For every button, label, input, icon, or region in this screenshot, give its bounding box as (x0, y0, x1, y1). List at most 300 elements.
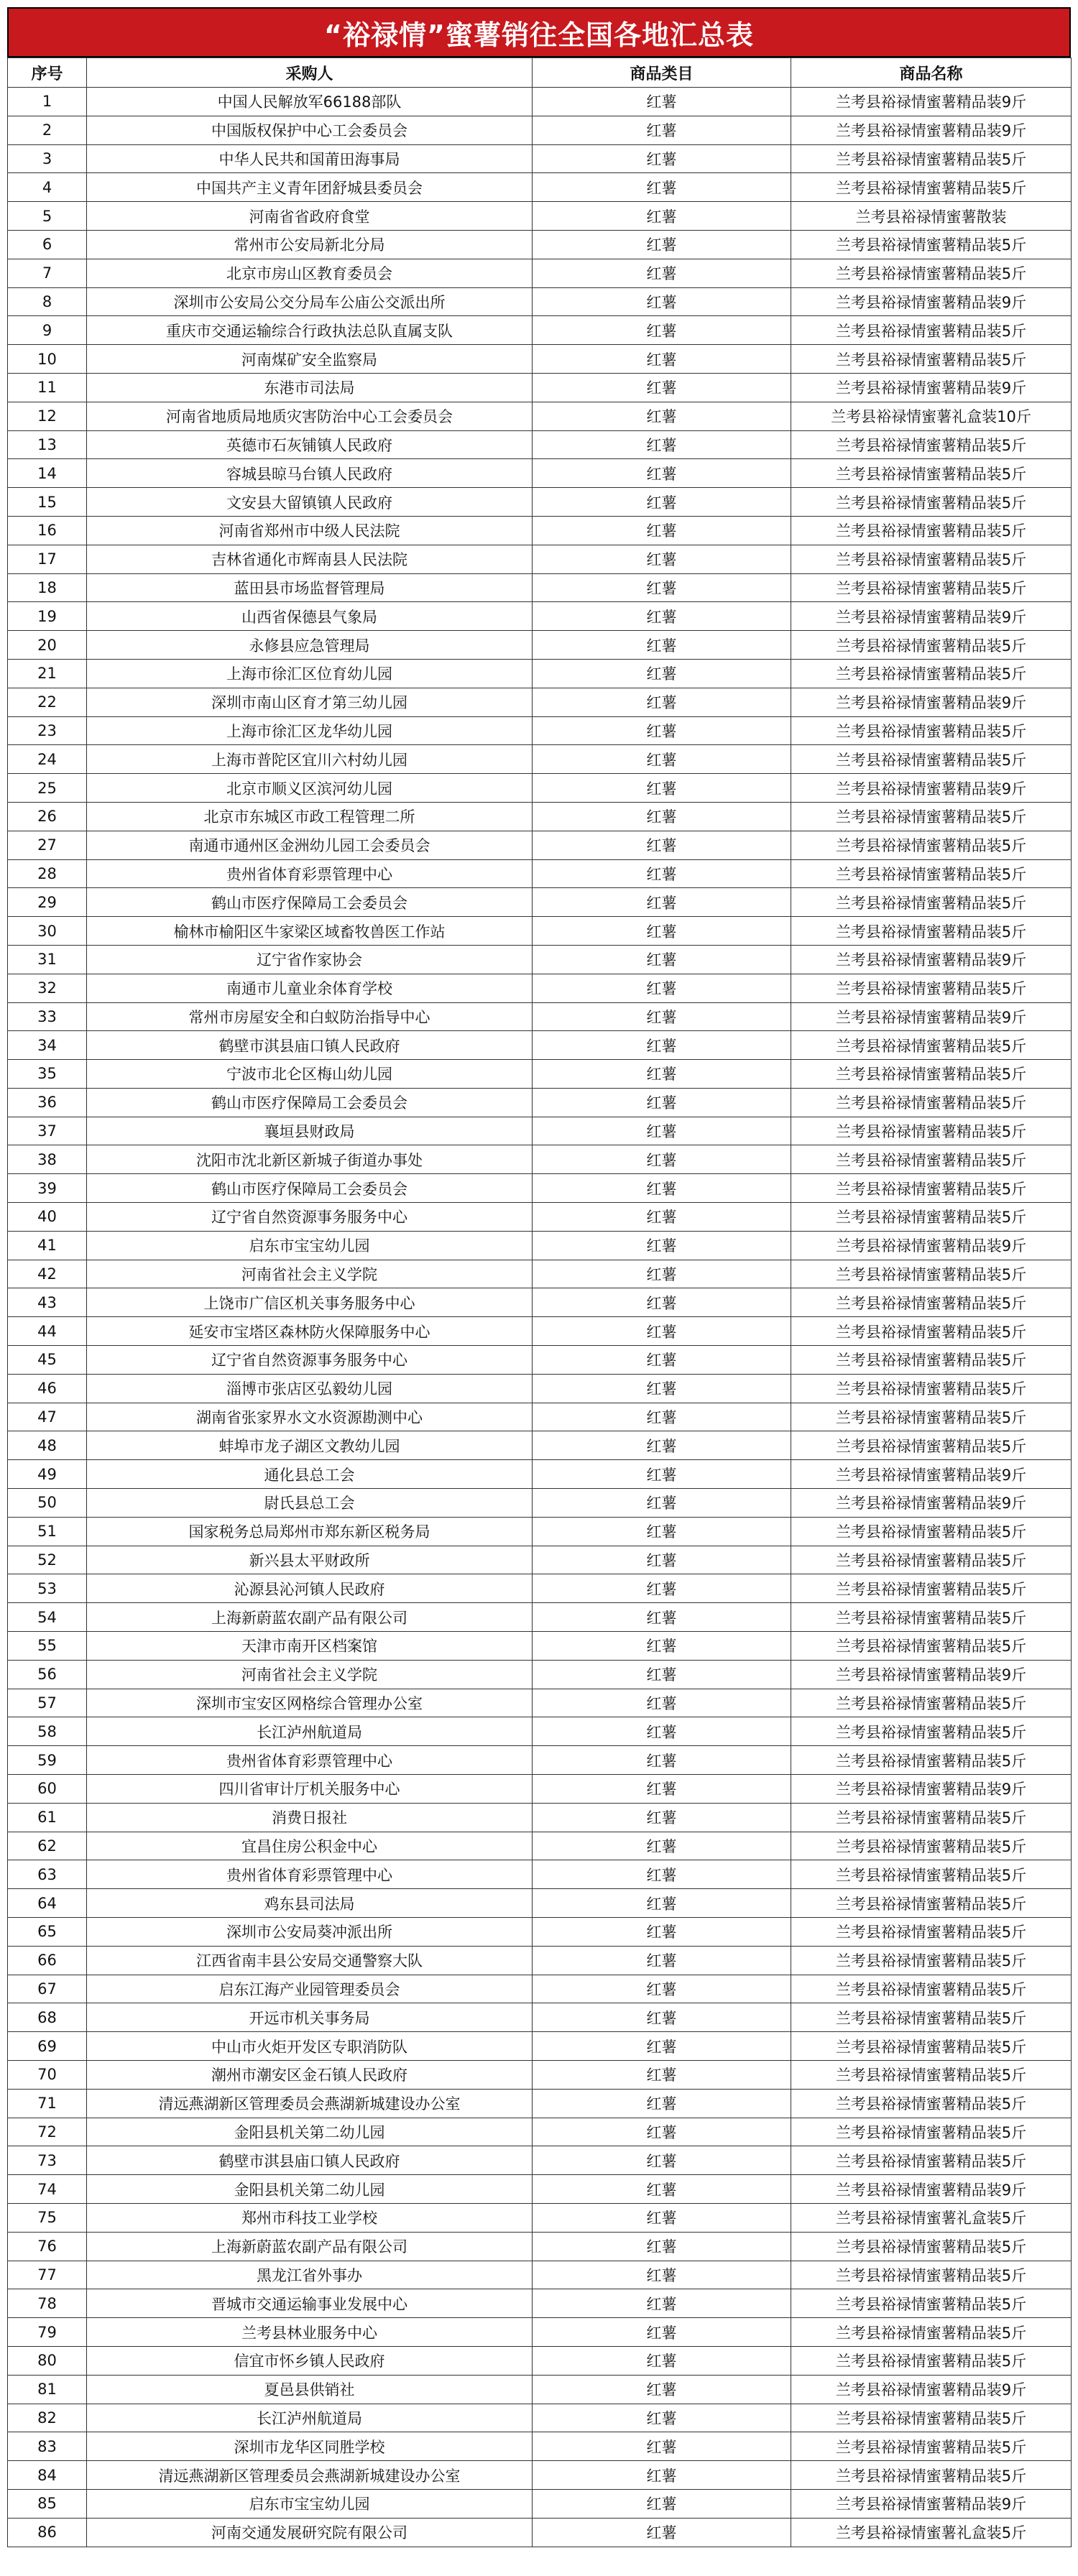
table-row (8, 1346, 1072, 1375)
product-name: 兰考县裕禄情蜜薯精品装5斤 (791, 831, 1072, 859)
category: 红薯 (533, 716, 791, 745)
category: 红薯 (533, 774, 791, 803)
table-row (8, 573, 1072, 602)
purchaser-name: 英德市石灰铺镇人民政府 (87, 430, 533, 459)
table-row (8, 1603, 1072, 1632)
purchaser-name: 南通市通州区金洲幼儿园工会委员会 (87, 831, 533, 859)
product-name: 兰考县裕禄情蜜薯精品装9斤 (791, 88, 1072, 116)
row-index: 15 (8, 488, 87, 517)
category: 红薯 (533, 516, 791, 545)
category: 红薯 (533, 1689, 791, 1717)
purchaser-name: 上海市徐汇区龙华幼儿园 (87, 716, 533, 745)
row-index: 85 (8, 2489, 87, 2518)
product-name: 兰考县裕禄情蜜薯精品装5斤 (791, 2289, 1072, 2318)
product-name: 兰考县裕禄情蜜薯精品装5斤 (791, 974, 1072, 1002)
product-name: 兰考县裕禄情蜜薯精品装5斤 (791, 1403, 1072, 1431)
product-name: 兰考县裕禄情蜜薯精品装5斤 (791, 917, 1072, 946)
category: 红薯 (533, 1489, 791, 1518)
purchaser-name: 宁波市北仑区梅山幼儿园 (87, 1060, 533, 1089)
row-index: 32 (8, 974, 87, 1002)
category: 红薯 (533, 1603, 791, 1632)
product-name: 兰考县裕禄情蜜薯精品装5斤 (791, 1317, 1072, 1346)
row-index: 34 (8, 1031, 87, 1060)
product-name: 兰考县裕禄情蜜薯精品装5斤 (791, 2089, 1072, 2118)
category: 红薯 (533, 1832, 791, 1860)
row-index: 12 (8, 402, 87, 430)
category: 红薯 (533, 287, 791, 316)
table-row (8, 1832, 1072, 1860)
product-name: 兰考县裕禄情蜜薯精品装5斤 (791, 1860, 1072, 1889)
row-index: 9 (8, 316, 87, 345)
header-index: 序号 (8, 58, 87, 88)
purchaser-name: 河南交通发展研究院有限公司 (87, 2518, 533, 2547)
product-name: 兰考县裕禄情蜜薯精品装5斤 (791, 1517, 1072, 1546)
purchaser-name: 北京市东城区市政工程管理二所 (87, 802, 533, 831)
product-name: 兰考县裕禄情蜜薯精品装5斤 (791, 1203, 1072, 1232)
product-name: 兰考县裕禄情蜜薯礼盒装5斤 (791, 2203, 1072, 2232)
row-index: 60 (8, 1775, 87, 1804)
purchase-table (7, 57, 1072, 2547)
product-name: 兰考县裕禄情蜜薯精品装5斤 (791, 1717, 1072, 1746)
purchaser-name: 鸡东县司法局 (87, 1889, 533, 1918)
purchaser-name: 长江泸州航道局 (87, 1717, 533, 1746)
row-index: 20 (8, 631, 87, 660)
table-row (8, 287, 1072, 316)
category: 红薯 (533, 745, 791, 774)
row-index: 73 (8, 2146, 87, 2175)
row-index: 78 (8, 2289, 87, 2318)
category: 红薯 (533, 2318, 791, 2347)
category: 红薯 (533, 2261, 791, 2289)
row-index: 3 (8, 144, 87, 173)
category: 红薯 (533, 2404, 791, 2432)
product-name: 兰考县裕禄情蜜薯精品装5斤 (791, 1145, 1072, 1174)
purchaser-name: 通化县总工会 (87, 1460, 533, 1489)
category: 红薯 (533, 2489, 791, 2518)
row-index: 59 (8, 1746, 87, 1775)
row-index: 70 (8, 2060, 87, 2089)
purchaser-name: 河南省郑州市中级人民法院 (87, 516, 533, 545)
table-row (8, 1546, 1072, 1574)
product-name: 兰考县裕禄情蜜薯精品装9斤 (791, 116, 1072, 144)
table-row (8, 2432, 1072, 2461)
purchaser-name: 上海市徐汇区位育幼儿园 (87, 659, 533, 688)
purchaser-name: 天津市南开区档案馆 (87, 1632, 533, 1661)
header-purchaser: 采购人 (87, 58, 533, 88)
row-index: 76 (8, 2232, 87, 2261)
purchaser-name: 河南省省政府食堂 (87, 202, 533, 231)
purchaser-name: 新兴县太平财政所 (87, 1546, 533, 1574)
purchaser-name: 兰考县林业服务中心 (87, 2318, 533, 2347)
purchaser-name: 蓝田县市场监督管理局 (87, 573, 533, 602)
purchaser-name: 容城县晾马台镇人民政府 (87, 459, 533, 488)
product-name: 兰考县裕禄情蜜薯精品装5斤 (791, 859, 1072, 888)
category: 红薯 (533, 1088, 791, 1117)
category: 红薯 (533, 2118, 791, 2146)
row-index: 11 (8, 373, 87, 402)
category: 红薯 (533, 917, 791, 946)
category: 红薯 (533, 230, 791, 259)
product-name: 兰考县裕禄情蜜薯精品装5斤 (791, 888, 1072, 917)
product-name: 兰考县裕禄情蜜薯精品装5斤 (791, 1889, 1072, 1918)
category: 红薯 (533, 459, 791, 488)
row-index: 75 (8, 2203, 87, 2232)
category: 红薯 (533, 316, 791, 345)
purchaser-name: 中国版权保护中心工会委员会 (87, 116, 533, 144)
product-name: 兰考县裕禄情蜜薯精品装9斤 (791, 2489, 1072, 2518)
table-row (8, 173, 1072, 202)
table-row (8, 1660, 1072, 1689)
category: 红薯 (533, 488, 791, 517)
product-name: 兰考县裕禄情蜜薯精品装5斤 (791, 1918, 1072, 1947)
product-name: 兰考县裕禄情蜜薯精品装9斤 (791, 373, 1072, 402)
product-name: 兰考县裕禄情蜜薯精品装9斤 (791, 1460, 1072, 1489)
purchaser-name: 深圳市公安局公交分局车公庙公交派出所 (87, 287, 533, 316)
category: 红薯 (533, 659, 791, 688)
purchaser-name: 北京市顺义区滨河幼儿园 (87, 774, 533, 803)
category: 红薯 (533, 2289, 791, 2318)
category: 红薯 (533, 2375, 791, 2404)
table-row (8, 1117, 1072, 1145)
table-row (8, 1803, 1072, 1832)
table-row (8, 2060, 1072, 2089)
table-row (8, 2489, 1072, 2518)
table-row (8, 945, 1072, 974)
product-name: 兰考县裕禄情蜜薯精品装5斤 (791, 516, 1072, 545)
row-index: 54 (8, 1603, 87, 1632)
row-index: 66 (8, 1946, 87, 1975)
row-index: 18 (8, 573, 87, 602)
purchaser-name: 山西省保德县气象局 (87, 602, 533, 631)
purchaser-name: 常州市公安局新北分局 (87, 230, 533, 259)
row-index: 31 (8, 945, 87, 974)
purchaser-name: 清远燕湖新区管理委员会燕湖新城建设办公室 (87, 2461, 533, 2490)
category: 红薯 (533, 1517, 791, 1546)
category: 红薯 (533, 2089, 791, 2118)
category: 红薯 (533, 144, 791, 173)
purchaser-name: 东港市司法局 (87, 373, 533, 402)
category: 红薯 (533, 2461, 791, 2490)
purchaser-name: 沈阳市沈北新区新城子街道办事处 (87, 1145, 533, 1174)
table-row (8, 545, 1072, 573)
product-name: 兰考县裕禄情蜜薯精品装5斤 (791, 745, 1072, 774)
purchaser-name: 深圳市南山区育才第三幼儿园 (87, 688, 533, 716)
table-row (8, 430, 1072, 459)
category: 红薯 (533, 1031, 791, 1060)
product-name: 兰考县裕禄情蜜薯精品装9斤 (791, 1002, 1072, 1031)
table-row (8, 316, 1072, 345)
purchaser-name: 宜昌住房公积金中心 (87, 1832, 533, 1860)
category: 红薯 (533, 545, 791, 573)
category: 红薯 (533, 1803, 791, 1832)
table-row (8, 2032, 1072, 2061)
product-name: 兰考县裕禄情蜜薯精品装5斤 (791, 2432, 1072, 2461)
category: 红薯 (533, 1317, 791, 1346)
row-index: 81 (8, 2375, 87, 2404)
purchaser-name: 河南省社会主义学院 (87, 1260, 533, 1288)
product-name: 兰考县裕禄情蜜薯精品装5斤 (791, 1546, 1072, 1574)
row-index: 10 (8, 345, 87, 374)
row-index: 8 (8, 287, 87, 316)
category: 红薯 (533, 1431, 791, 1460)
row-index: 55 (8, 1632, 87, 1661)
table-row (8, 1689, 1072, 1717)
purchaser-name: 沁源县沁河镇人民政府 (87, 1574, 533, 1603)
row-index: 40 (8, 1203, 87, 1232)
category: 红薯 (533, 859, 791, 888)
table-row (8, 1574, 1072, 1603)
purchaser-name: 启东市宝宝幼儿园 (87, 2489, 533, 2518)
table-row (8, 516, 1072, 545)
table-title: “裕禄情”蜜薯销往全国各地汇总表 (7, 7, 1071, 57)
category: 红薯 (533, 1060, 791, 1089)
purchaser-name: 深圳市公安局葵冲派出所 (87, 1918, 533, 1947)
table-row (8, 1260, 1072, 1288)
category: 红薯 (533, 1918, 791, 1947)
table-row (8, 1231, 1072, 1260)
product-name: 兰考县裕禄情蜜薯精品装5斤 (791, 716, 1072, 745)
purchaser-name: 上海市普陀区宜川六村幼儿园 (87, 745, 533, 774)
product-name: 兰考县裕禄情蜜薯精品装5斤 (791, 802, 1072, 831)
purchaser-name: 中山市火炬开发区专职消防队 (87, 2032, 533, 2061)
product-name: 兰考县裕禄情蜜薯精品装5斤 (791, 1832, 1072, 1860)
purchaser-name: 贵州省体育彩票管理中心 (87, 1860, 533, 1889)
purchaser-name: 辽宁省自然资源事务服务中心 (87, 1346, 533, 1375)
category: 红薯 (533, 573, 791, 602)
purchaser-name: 深圳市宝安区网格综合管理办公室 (87, 1689, 533, 1717)
product-name: 兰考县裕禄情蜜薯精品装5斤 (791, 659, 1072, 688)
purchaser-name: 湖南省张家界水文水资源勘测中心 (87, 1403, 533, 1431)
product-name: 兰考县裕禄情蜜薯精品装5斤 (791, 2060, 1072, 2089)
row-index: 39 (8, 1174, 87, 1203)
product-name: 兰考县裕禄情蜜薯精品装5斤 (791, 1746, 1072, 1775)
category: 红薯 (533, 1374, 791, 1403)
category: 红薯 (533, 602, 791, 631)
product-name: 兰考县裕禄情蜜薯精品装5斤 (791, 1431, 1072, 1460)
table-row (8, 802, 1072, 831)
table-row (8, 1002, 1072, 1031)
purchaser-name: 永修县应急管理局 (87, 631, 533, 660)
product-name: 兰考县裕禄情蜜薯精品装5斤 (791, 488, 1072, 517)
product-name: 兰考县裕禄情蜜薯精品装9斤 (791, 774, 1072, 803)
purchaser-name: 鹤壁市淇县庙口镇人民政府 (87, 2146, 533, 2175)
row-index: 52 (8, 1546, 87, 1574)
category: 红薯 (533, 1632, 791, 1661)
row-index: 23 (8, 716, 87, 745)
purchaser-name: 中华人民共和国莆田海事局 (87, 144, 533, 173)
category: 红薯 (533, 1717, 791, 1746)
category: 红薯 (533, 1260, 791, 1288)
row-index: 2 (8, 116, 87, 144)
row-index: 56 (8, 1660, 87, 1689)
row-index: 22 (8, 688, 87, 716)
purchaser-name: 文安县大留镇镇人民政府 (87, 488, 533, 517)
product-name: 兰考县裕禄情蜜薯精品装5斤 (791, 2032, 1072, 2061)
row-index: 33 (8, 1002, 87, 1031)
category: 红薯 (533, 1460, 791, 1489)
purchaser-name: 四川省审计厅机关服务中心 (87, 1775, 533, 1804)
product-name: 兰考县裕禄情蜜薯精品装5斤 (791, 1346, 1072, 1375)
category: 红薯 (533, 2203, 791, 2232)
table-row (8, 2318, 1072, 2347)
table-row (8, 202, 1072, 231)
table-row (8, 2232, 1072, 2261)
row-index: 67 (8, 1975, 87, 2003)
purchaser-name: 深圳市龙华区同胜学校 (87, 2432, 533, 2461)
category: 红薯 (533, 1117, 791, 1145)
table-row (8, 2261, 1072, 2289)
row-index: 14 (8, 459, 87, 488)
category: 红薯 (533, 1775, 791, 1804)
table-row (8, 859, 1072, 888)
purchaser-name: 贵州省体育彩票管理中心 (87, 1746, 533, 1775)
purchaser-name: 江西省南丰县公安局交通警察大队 (87, 1946, 533, 1975)
row-index: 74 (8, 2175, 87, 2204)
purchaser-name: 辽宁省作家协会 (87, 945, 533, 974)
row-index: 86 (8, 2518, 87, 2547)
row-index: 38 (8, 1145, 87, 1174)
table-row (8, 1775, 1072, 1804)
row-index: 57 (8, 1689, 87, 1717)
purchaser-name: 启东江海产业园管理委员会 (87, 1975, 533, 2003)
row-index: 37 (8, 1117, 87, 1145)
product-name: 兰考县裕禄情蜜薯精品装5斤 (791, 1946, 1072, 1975)
table-row (8, 1203, 1072, 1232)
row-index: 53 (8, 1574, 87, 1603)
category: 红薯 (533, 1145, 791, 1174)
row-index: 27 (8, 831, 87, 859)
table-row (8, 2289, 1072, 2318)
row-index: 44 (8, 1317, 87, 1346)
row-index: 25 (8, 774, 87, 803)
purchaser-name: 蚌埠市龙子湖区文教幼儿园 (87, 1431, 533, 1460)
purchaser-name: 上海新蔚蓝农副产品有限公司 (87, 2232, 533, 2261)
category: 红薯 (533, 1746, 791, 1775)
category: 红薯 (533, 2518, 791, 2547)
row-index: 16 (8, 516, 87, 545)
category: 红薯 (533, 2346, 791, 2375)
category: 红薯 (533, 945, 791, 974)
product-name: 兰考县裕禄情蜜薯精品装9斤 (791, 1231, 1072, 1260)
purchaser-name: 河南省地质局地质灾害防治中心工会委员会 (87, 402, 533, 430)
table-row (8, 1746, 1072, 1775)
category: 红薯 (533, 1203, 791, 1232)
purchaser-name: 尉氏县总工会 (87, 1489, 533, 1518)
table-row (8, 602, 1072, 631)
row-index: 49 (8, 1460, 87, 1489)
category: 红薯 (533, 1660, 791, 1689)
product-name: 兰考县裕禄情蜜薯精品装9斤 (791, 287, 1072, 316)
row-index: 48 (8, 1431, 87, 1460)
category: 红薯 (533, 888, 791, 917)
category: 红薯 (533, 1546, 791, 1574)
row-index: 64 (8, 1889, 87, 1918)
row-index: 28 (8, 859, 87, 888)
table-row (8, 1145, 1072, 1174)
row-index: 77 (8, 2261, 87, 2289)
table-row (8, 974, 1072, 1002)
category: 红薯 (533, 1975, 791, 2003)
table-row (8, 230, 1072, 259)
table-row (8, 1918, 1072, 1947)
table-row (8, 1288, 1072, 1317)
row-index: 35 (8, 1060, 87, 1089)
table-row (8, 1403, 1072, 1431)
category: 红薯 (533, 802, 791, 831)
category: 红薯 (533, 1002, 791, 1031)
category: 红薯 (533, 1860, 791, 1889)
product-name: 兰考县裕禄情蜜薯精品装5斤 (791, 1975, 1072, 2003)
product-name: 兰考县裕禄情蜜薯精品装5斤 (791, 1117, 1072, 1145)
row-index: 13 (8, 430, 87, 459)
product-name: 兰考县裕禄情蜜薯精品装5斤 (791, 430, 1072, 459)
row-index: 58 (8, 1717, 87, 1746)
purchaser-name: 河南煤矿安全监察局 (87, 345, 533, 374)
category: 红薯 (533, 1174, 791, 1203)
category: 红薯 (533, 2432, 791, 2461)
category: 红薯 (533, 345, 791, 374)
category: 红薯 (533, 631, 791, 660)
product-name: 兰考县裕禄情蜜薯精品装5斤 (791, 1174, 1072, 1203)
row-index: 43 (8, 1288, 87, 1317)
product-name: 兰考县裕禄情蜜薯精品装5斤 (791, 230, 1072, 259)
product-name: 兰考县裕禄情蜜薯精品装5斤 (791, 1632, 1072, 1661)
table-row (8, 88, 1072, 116)
row-index: 19 (8, 602, 87, 631)
table-row (8, 1088, 1072, 1117)
table-row (8, 1060, 1072, 1089)
table-row (8, 1860, 1072, 1889)
table-row (8, 459, 1072, 488)
purchaser-name: 常州市房屋安全和白蚁防治指导中心 (87, 1002, 533, 1031)
table-row (8, 716, 1072, 745)
product-name: 兰考县裕禄情蜜薯精品装9斤 (791, 2375, 1072, 2404)
purchaser-name: 鹤山市医疗保障局工会委员会 (87, 888, 533, 917)
table-row (8, 2175, 1072, 2204)
product-name: 兰考县裕禄情蜜薯精品装5斤 (791, 2404, 1072, 2432)
product-name: 兰考县裕禄情蜜薯精品装5斤 (791, 1603, 1072, 1632)
category: 红薯 (533, 202, 791, 231)
product-name: 兰考县裕禄情蜜薯精品装5斤 (791, 259, 1072, 287)
row-index: 79 (8, 2318, 87, 2347)
category: 红薯 (533, 259, 791, 287)
purchaser-name: 榆林市榆阳区牛家梁区域畜牧兽医工作站 (87, 917, 533, 946)
product-name: 兰考县裕禄情蜜薯精品装9斤 (791, 1660, 1072, 1689)
product-name: 兰考县裕禄情蜜薯精品装5斤 (791, 173, 1072, 202)
row-index: 21 (8, 659, 87, 688)
purchaser-name: 消费日报社 (87, 1803, 533, 1832)
row-index: 26 (8, 802, 87, 831)
category: 红薯 (533, 1574, 791, 1603)
table-row (8, 831, 1072, 859)
purchaser-name: 河南省社会主义学院 (87, 1660, 533, 1689)
category: 红薯 (533, 2060, 791, 2089)
table-row (8, 774, 1072, 803)
table-row (8, 1489, 1072, 1518)
table-row (8, 1946, 1072, 1975)
product-name: 兰考县裕禄情蜜薯精品装5斤 (791, 631, 1072, 660)
category: 红薯 (533, 688, 791, 716)
purchaser-name: 北京市房山区教育委员会 (87, 259, 533, 287)
row-index: 6 (8, 230, 87, 259)
row-index: 69 (8, 2032, 87, 2061)
purchaser-name: 重庆市交通运输综合行政执法总队直属支队 (87, 316, 533, 345)
row-index: 65 (8, 1918, 87, 1947)
table-row (8, 116, 1072, 144)
row-index: 41 (8, 1231, 87, 1260)
table-row (8, 488, 1072, 517)
header-category: 商品类目 (533, 58, 791, 88)
